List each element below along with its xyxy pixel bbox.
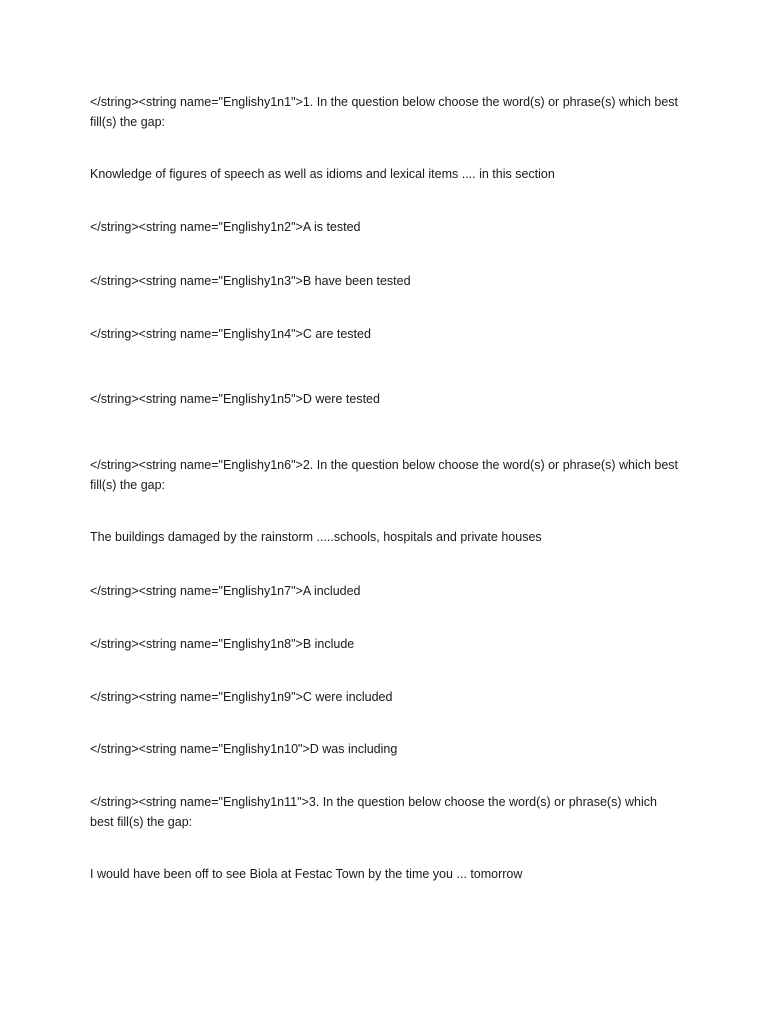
question-2-option-c: </string><string name="Englishy1n9">C were included xyxy=(90,690,393,704)
question-3-sentence: I would have been off to see Biola at Festac Town by the time you ... tomorrow xyxy=(90,867,523,881)
question-1-option-b: </string><string name="Englishy1n3">B have been tested xyxy=(90,274,411,288)
question-2-option-a: </string><string name="Englishy1n7">A included xyxy=(90,584,361,598)
question-1-sentence: Knowledge of figures of speech as well as idioms and lexical items .... in this section xyxy=(90,167,555,181)
question-1-option-c: </string><string name="Englishy1n4">C are tested xyxy=(90,327,371,341)
question-3-prompt: </string><string name="Englishy1n11">3. In the question below choose the word(s) or phrase(s) which best fill(s) the gap: xyxy=(90,795,657,829)
question-1-option-a: </string><string name="Englishy1n2">A is tested xyxy=(90,220,361,234)
question-2-option-b: </string><string name="Englishy1n8">B include xyxy=(90,637,355,651)
question-2-sentence: The buildings damaged by the rainstorm .....schools, hospitals and private houses xyxy=(90,530,542,544)
question-2-prompt: </string><string name="Englishy1n6">2. In the question below choose the word(s) or phrase(s) which best fill(s) the gap: xyxy=(90,458,679,492)
question-1-prompt: </string><string name="Englishy1n1">1. In the question below choose the word(s) or phrase(s) which best fill(s) the gap: xyxy=(90,95,679,129)
question-2-option-d: </string><string name="Englishy1n10">D was including xyxy=(90,742,398,756)
question-1-option-d: </string><string name="Englishy1n5">D were tested xyxy=(90,392,380,406)
